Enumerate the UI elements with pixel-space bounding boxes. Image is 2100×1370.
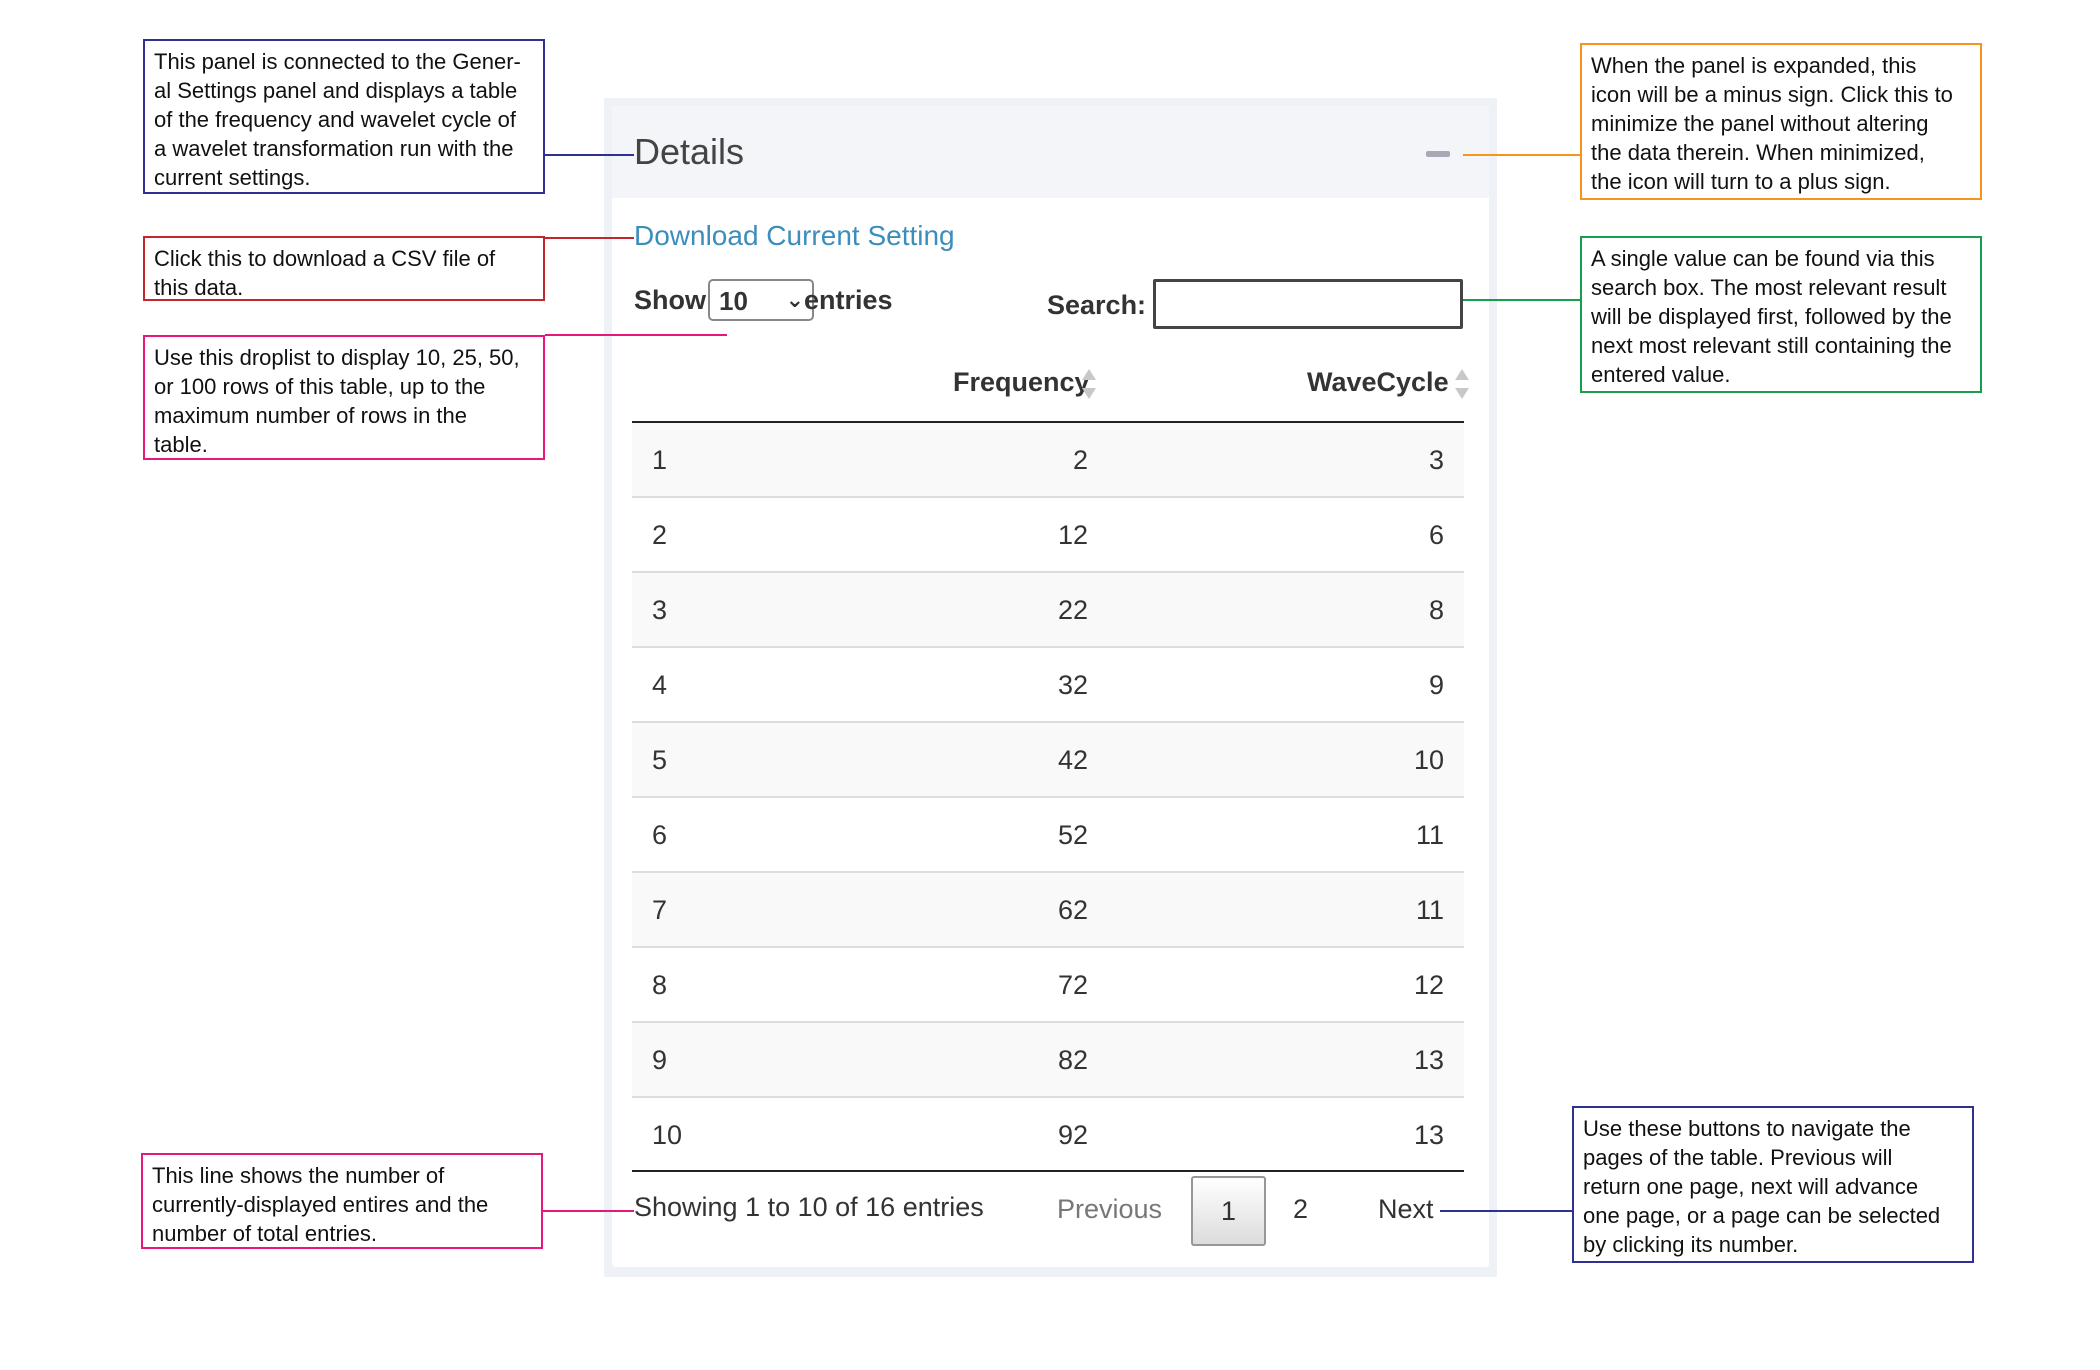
cell-frequency: 82 [1057,1045,1088,1075]
cell-wavecycle: 10 [1413,745,1444,775]
annotation-line: This line shows the number of [152,1163,445,1188]
next-button[interactable]: Next [1378,1194,1434,1224]
annotation-line: currently-displayed entires and the [152,1192,489,1217]
annotation-line: or 100 rows of this table, up to the [154,374,486,399]
cell-frequency: 2 [1072,445,1088,475]
navigation-annotation [1572,1106,1974,1263]
cell-wavecycle: 11 [1415,895,1444,925]
search-label: Search: [1047,290,1147,320]
table-row [632,573,1464,648]
cell-wavecycle: 9 [1428,670,1444,700]
cell-frequency: 42 [1057,745,1088,775]
chevron-down-icon: ⌄ [785,287,804,312]
cell-index: 2 [652,520,668,550]
cell-wavecycle: 13 [1413,1120,1444,1150]
annotation-line: Use these buttons to navigate the [1583,1116,1911,1141]
cell-index: 7 [652,895,668,925]
annotation-line: table. [154,432,208,457]
annotation-line: minimize the panel without altering [1591,111,1929,136]
cell-wavecycle: 11 [1415,820,1444,850]
table-body [632,423,1464,1171]
table-row [632,648,1464,723]
cell-index: 1 [652,445,668,475]
page-size-value: 10 [719,286,748,316]
download-annotation [143,236,545,301]
page-1-button[interactable]: 1 [1191,1176,1266,1246]
sort-wavecycle-icon[interactable] [1455,369,1469,399]
cell-frequency: 72 [1057,970,1088,1000]
page-2-button[interactable]: 2 [1293,1194,1309,1224]
annotation-line: will be displayed first, followed by the [1591,304,1952,329]
annotation-line: the icon will turn to a plus sign. [1591,169,1891,194]
annotation-line: by clicking its number. [1583,1232,1799,1257]
table-row [632,498,1464,573]
download-current-setting-link[interactable]: Download Current Setting [634,220,955,251]
page-size-select[interactable] [708,279,814,321]
table-row [632,723,1464,798]
cell-index: 5 [652,745,668,775]
search-input[interactable] [1153,279,1463,329]
table-row [632,873,1464,948]
annotation-line: one page, or a page can be selected [1583,1203,1941,1228]
entries-label: entries [804,285,893,315]
info-annotation [141,1153,543,1249]
annotation-line: search box. The most relevant result [1591,275,1947,300]
header-wavecycle[interactable]: WaveCycle [1307,367,1449,397]
sort-frequency-icon[interactable] [1082,369,1096,399]
minus-icon[interactable] [1426,151,1450,157]
cell-index: 4 [652,670,668,700]
entries-info: Showing 1 to 10 of 16 entries [634,1192,984,1222]
annotation-line: Use this droplist to display 10, 25, 50, [154,345,520,370]
footer-rule [632,1170,1464,1172]
annotation-line: entered value. [1591,362,1731,387]
cell-wavecycle: 6 [1428,520,1444,550]
table-row [632,423,1464,498]
annotation-line: return one page, next will advance [1583,1174,1919,1199]
droplist-annotation [143,335,545,460]
cell-index: 9 [652,1045,668,1075]
cell-frequency: 12 [1057,520,1088,550]
annotation-line: next most relevant still containing the [1591,333,1952,358]
cell-frequency: 92 [1057,1120,1088,1150]
cell-frequency: 22 [1057,595,1088,625]
annotation-line: Click this to download a CSV file of [154,246,496,271]
annotation-line: a wavelet transformation run with the [154,136,514,161]
annotation-line: current settings. [154,165,311,190]
annotation-line: this data. [154,275,244,300]
panel-annotation [143,39,545,194]
cell-index: 6 [652,820,668,850]
annotation-line: of the frequency and wavelet cycle of [154,107,516,132]
annotation-line: When the panel is expanded, this [1591,53,1917,78]
annotation-line: This panel is connected to the Gener- [154,49,521,74]
annotation-line: maximum number of rows in the [154,403,467,428]
annotation-line: A single value can be found via this [1591,246,1935,271]
cell-index: 8 [652,970,668,1000]
table-row [632,798,1464,873]
table-row [632,1023,1464,1098]
cell-index: 3 [652,595,668,625]
cell-frequency: 62 [1057,895,1088,925]
cell-frequency: 52 [1057,820,1088,850]
cell-wavecycle: 3 [1428,445,1444,475]
annotation-line: al Settings panel and displays a table [154,78,518,103]
cell-wavecycle: 12 [1413,970,1444,1000]
header-frequency[interactable]: Frequency [953,367,1090,397]
show-label: Show [634,285,706,315]
annotation-line: number of total entries. [152,1221,378,1246]
panel-title: Details [634,131,745,172]
cell-frequency: 32 [1057,670,1088,700]
annotation-line: icon will be a minus sign. Click this to [1591,82,1953,107]
minus-annotation [1580,43,1982,200]
cell-wavecycle: 8 [1428,595,1444,625]
cell-index: 10 [652,1120,683,1150]
search-annotation [1580,236,1982,393]
previous-button[interactable]: Previous [1057,1194,1163,1224]
table-row [632,948,1464,1023]
annotation-line: pages of the table. Previous will [1583,1145,1893,1170]
annotation-line: the data therein. When minimized, [1591,140,1925,165]
cell-wavecycle: 13 [1413,1045,1444,1075]
table-row [632,1098,1464,1171]
